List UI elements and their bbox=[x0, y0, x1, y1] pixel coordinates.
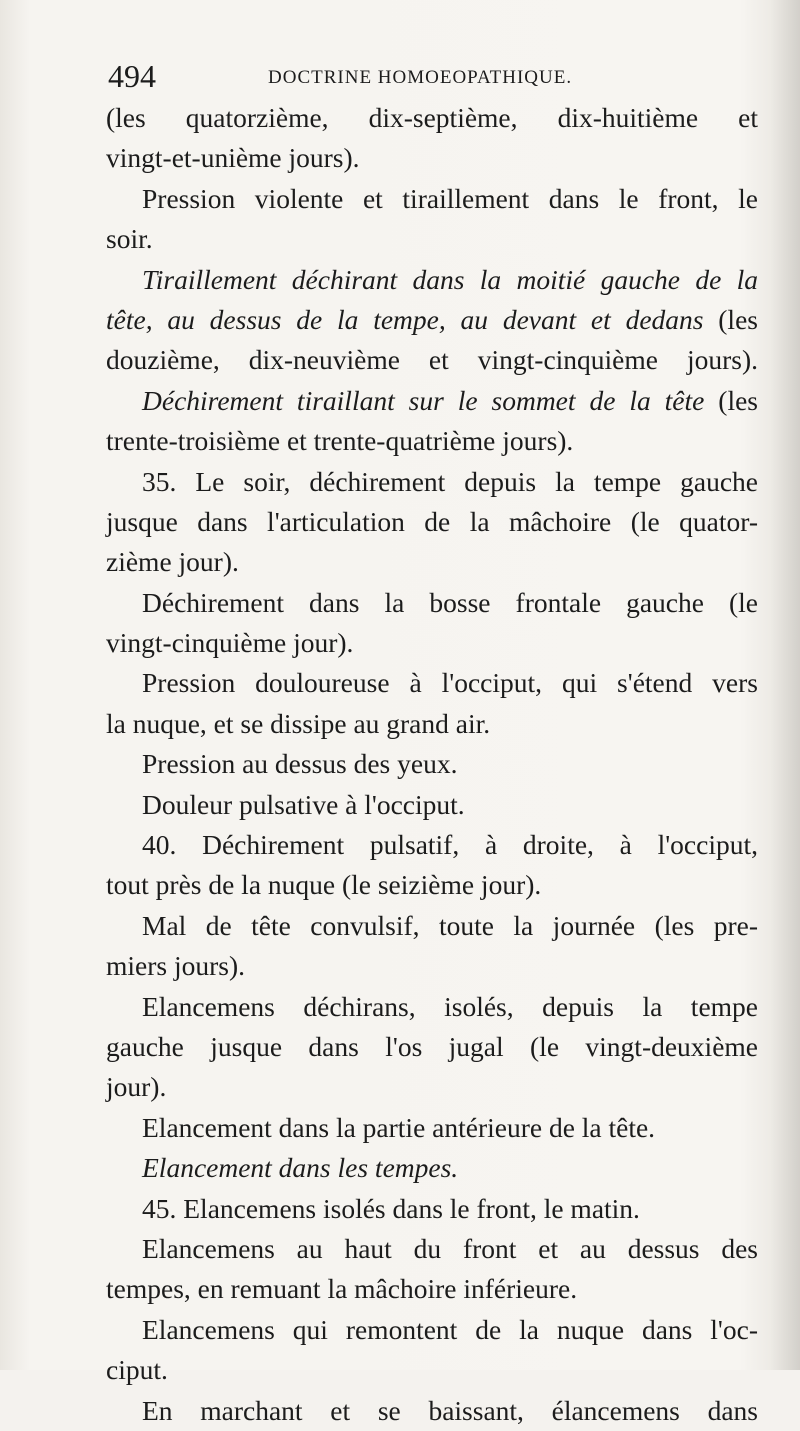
line-segment: Elancemens qui remontent de la nuque dans l'oc- bbox=[142, 1313, 758, 1345]
line-segment: vingt-cinquième jour). bbox=[106, 627, 354, 659]
text-line bbox=[106, 663, 758, 703]
line-segment: tête, au dessus de la tempe, au devant et dedans bbox=[106, 303, 704, 335]
line-segment: Pression violente et tiraillement dans le front, le bbox=[142, 182, 758, 214]
line-segment: Mal de tête convulsif, toute la journée (les pre- bbox=[142, 909, 758, 941]
text-line bbox=[106, 138, 758, 178]
line-segment: Elancemens déchirans, isolés, depuis la tempe bbox=[142, 990, 758, 1022]
text-line bbox=[106, 340, 758, 380]
line-segment: 35. Le soir, déchirement depuis la tempe gauche bbox=[142, 465, 758, 497]
line-segment: tout près de la nuque (le seizième jour). bbox=[106, 869, 542, 901]
line-segment: 45. Elancemens isolés dans le front, le matin. bbox=[142, 1192, 640, 1224]
page-header bbox=[108, 58, 758, 94]
text-line bbox=[106, 785, 758, 825]
text-line bbox=[106, 825, 758, 865]
line-segment: douzième, dix-neuvième et vingt-cinquième jours). bbox=[106, 344, 758, 376]
line-segment: Tiraillement déchirant dans la moitié gauche de la bbox=[142, 263, 758, 295]
line-segment: (les bbox=[704, 384, 758, 416]
text-line bbox=[106, 704, 758, 744]
text-line bbox=[106, 1148, 758, 1188]
text-line bbox=[106, 179, 758, 219]
text-line bbox=[106, 744, 758, 784]
text-line bbox=[106, 1229, 758, 1269]
line-segment: jour). bbox=[106, 1071, 167, 1103]
text-line bbox=[106, 219, 758, 259]
line-segment: gauche jusque dans l'os jugal (le vingt-deuxième bbox=[106, 1030, 758, 1062]
text-line bbox=[106, 623, 758, 663]
line-segment: Déchirement dans la bosse frontale gauche (le bbox=[142, 586, 758, 618]
line-segment: Pression au dessus des yeux. bbox=[142, 748, 458, 780]
text-line bbox=[106, 1189, 758, 1229]
line-segment: Elancement dans la partie antérieure de la tête. bbox=[142, 1111, 656, 1143]
text-line bbox=[106, 300, 758, 340]
line-segment: trente-troisième et trente-quatrième jours). bbox=[106, 425, 574, 457]
page-edge-shadow bbox=[770, 0, 800, 1370]
line-segment: vingt-et-unième jours). bbox=[106, 142, 360, 174]
line-segment: tempes, en remuant la mâchoire inférieure. bbox=[106, 1273, 578, 1305]
line-segment: Déchirement tiraillant sur le sommet de la tête bbox=[142, 384, 705, 416]
line-segment: Douleur pulsative à l'occiput. bbox=[142, 788, 465, 820]
text-line bbox=[106, 865, 758, 905]
body-text bbox=[106, 98, 758, 1431]
text-line bbox=[106, 1269, 758, 1309]
text-line bbox=[106, 98, 758, 138]
page-number: 494 bbox=[108, 58, 156, 94]
text-line bbox=[106, 1027, 758, 1067]
text-line bbox=[106, 1108, 758, 1148]
text-line bbox=[106, 1391, 758, 1431]
line-segment: 40. Déchirement pulsatif, à droite, à l'occiput, bbox=[142, 829, 758, 861]
text-line bbox=[106, 1350, 758, 1390]
running-head: DOCTRINE HOMOEOPATHIQUE. bbox=[268, 67, 573, 88]
text-line bbox=[106, 583, 758, 623]
text-line bbox=[106, 987, 758, 1027]
text-line bbox=[106, 1067, 758, 1107]
line-segment: miers jours). bbox=[106, 950, 246, 982]
text-line bbox=[106, 381, 758, 421]
line-segment: la nuque, et se dissipe au grand air. bbox=[106, 707, 491, 739]
text-line bbox=[106, 1310, 758, 1350]
line-segment: soir. bbox=[106, 223, 153, 255]
text-line bbox=[106, 502, 758, 542]
text-line bbox=[106, 906, 758, 946]
line-segment: Elancement dans les tempes. bbox=[142, 1152, 459, 1184]
text-line bbox=[106, 542, 758, 582]
line-segment: zième jour). bbox=[106, 546, 239, 578]
line-segment: Elancemens au haut du front et au dessus des bbox=[142, 1232, 758, 1264]
line-segment: ciput. bbox=[106, 1354, 168, 1386]
line-segment: En marchant et se baissant, élancemens dans bbox=[142, 1394, 758, 1426]
text-line bbox=[106, 260, 758, 300]
text-line bbox=[106, 421, 758, 461]
line-segment: (les quatorzième, dix-septième, dix-huitième et bbox=[106, 102, 758, 133]
line-segment: (les bbox=[703, 303, 758, 335]
line-segment: jusque dans l'articulation de la mâchoire (le quator- bbox=[106, 505, 758, 537]
line-segment: Pression douloureuse à l'occiput, qui s'étend vers bbox=[142, 667, 758, 699]
text-line bbox=[106, 946, 758, 986]
text-line bbox=[106, 462, 758, 502]
